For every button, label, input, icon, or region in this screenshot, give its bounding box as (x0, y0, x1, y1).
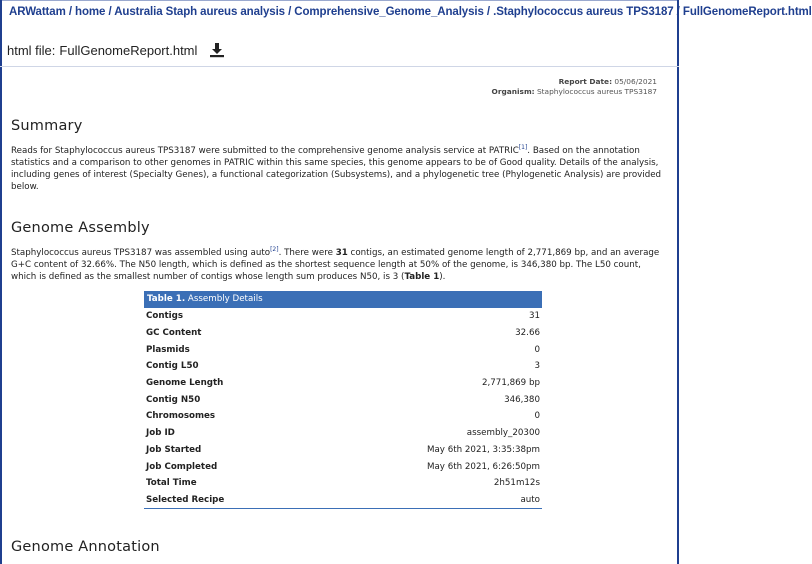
table-row-key: Genome Length (146, 378, 224, 389)
file-name: FullGenomeReport.html (59, 42, 198, 58)
table-row-value: May 6th 2021, 6:26:50pm (426, 461, 540, 472)
reference-link-2[interactable]: [2] (270, 246, 279, 254)
report-organism: Organism: Staphylococcus aureus TPS3187 (491, 87, 657, 96)
table-row-key: Contig L50 (146, 361, 199, 372)
report-date: Report Date: 05/06/2021 (558, 77, 657, 86)
table-row (144, 358, 542, 375)
summary-paragraph: Reads for Staphylococcus aureus TPS3187 were submitted to the comprehensive genome analysis service at PATRIC[1]. Based on the annotation statistics and a comparison to other genomes in PATRIC within this same species, this genome appears to be of Good quality. Details of the analysis, including genes of interest (Specialty Genes), a functional categorization (Subsystems), and a phylogenetic tree (Phylogenetic Analysis) are provided below. (11, 144, 662, 192)
summary-heading: Summary (11, 118, 83, 134)
table-row-value: 3 (534, 361, 540, 372)
table-row (144, 308, 542, 325)
table-row (144, 475, 542, 492)
table-1-link[interactable]: Table 1 (404, 272, 440, 282)
table-row (144, 325, 542, 342)
table-row-value: 346,380 (504, 394, 540, 405)
breadcrumb-separator: / (68, 6, 72, 18)
report-meta (492, 77, 657, 97)
table-row (144, 458, 542, 475)
window-left-border (0, 0, 2, 564)
genome-assembly-heading: Genome Assembly (11, 220, 150, 236)
table-row-key: Total Time (146, 478, 197, 489)
table-row-key: Plasmids (146, 344, 190, 355)
file-label: html file: (7, 42, 56, 58)
table-row (144, 425, 542, 442)
table-row-value: 31 (528, 311, 540, 322)
breadcrumb-separator: / (676, 6, 680, 18)
breadcrumb-separator: / (486, 6, 490, 18)
window-top-border (0, 0, 679, 1)
table-bottom-border (144, 508, 542, 509)
table-row-value: May 6th 2021, 3:35:38pm (426, 444, 540, 455)
breadcrumb-separator: / (288, 6, 292, 18)
genome-annotation-heading: Genome Annotation (11, 539, 160, 555)
table-row-key: Contig N50 (146, 394, 201, 405)
assembly-details-table (144, 291, 542, 509)
breadcrumb (9, 6, 812, 18)
table-row-value: assembly_20300 (466, 428, 540, 439)
table-row-value: 0 (534, 344, 540, 355)
table-row (144, 341, 542, 358)
table-row-value: 2h51m12s (493, 478, 540, 489)
breadcrumb-item-job[interactable]: .Staphylococcus aureus TPS3187 (493, 6, 674, 18)
table-row-key: Job ID (146, 428, 175, 439)
table-row (144, 442, 542, 459)
breadcrumb-item-analysis[interactable]: Comprehensive_Genome_Analysis (294, 6, 484, 18)
table-row-key: Job Completed (146, 461, 218, 472)
table-row (144, 375, 542, 392)
table-row-key: GC Content (146, 328, 202, 339)
table-row (144, 492, 542, 509)
breadcrumb-item-project[interactable]: Australia Staph aureus analysis (114, 6, 285, 18)
table-row (144, 408, 542, 425)
table-row (144, 391, 542, 408)
table-row-key: Selected Recipe (146, 494, 225, 505)
window-right-border (677, 0, 679, 564)
breadcrumb-item-file[interactable]: FullGenomeReport.html (682, 6, 812, 18)
table-row-value: 32.66 (515, 328, 540, 339)
breadcrumb-item-home[interactable]: home (75, 6, 106, 18)
table-row-key: Contigs (146, 311, 184, 322)
table-row-key: Job Started (146, 444, 202, 455)
breadcrumb-item-user[interactable]: ARWattam (9, 6, 66, 18)
reference-link-1[interactable]: [1] (518, 144, 528, 152)
table-row-key: Chromosomes (146, 411, 216, 422)
table-row-value: 2,771,869 bp (481, 378, 540, 389)
breadcrumb-separator: / (108, 6, 112, 18)
table-caption: Table 1. Assembly Details (144, 291, 542, 308)
table-row-value: 0 (534, 411, 540, 422)
assembly-paragraph: Staphylococcus aureus TPS3187 was assembled using auto[2]. There were 31 contigs, an estimated genome length of 2,771,869 bp, and an average G+C content of 32.66%. The N50 length, which is defined as the shortest sequence length at 50% of the genome, is 346,380 bp. The L50 count, which is defined as the smallest number of contigs whose length sum produces N50, is 3 (Table 1). (11, 246, 660, 282)
table-row-value: auto (520, 494, 540, 505)
file-bar (7, 42, 225, 58)
file-bar-divider (0, 66, 679, 67)
download-icon[interactable] (209, 42, 225, 58)
